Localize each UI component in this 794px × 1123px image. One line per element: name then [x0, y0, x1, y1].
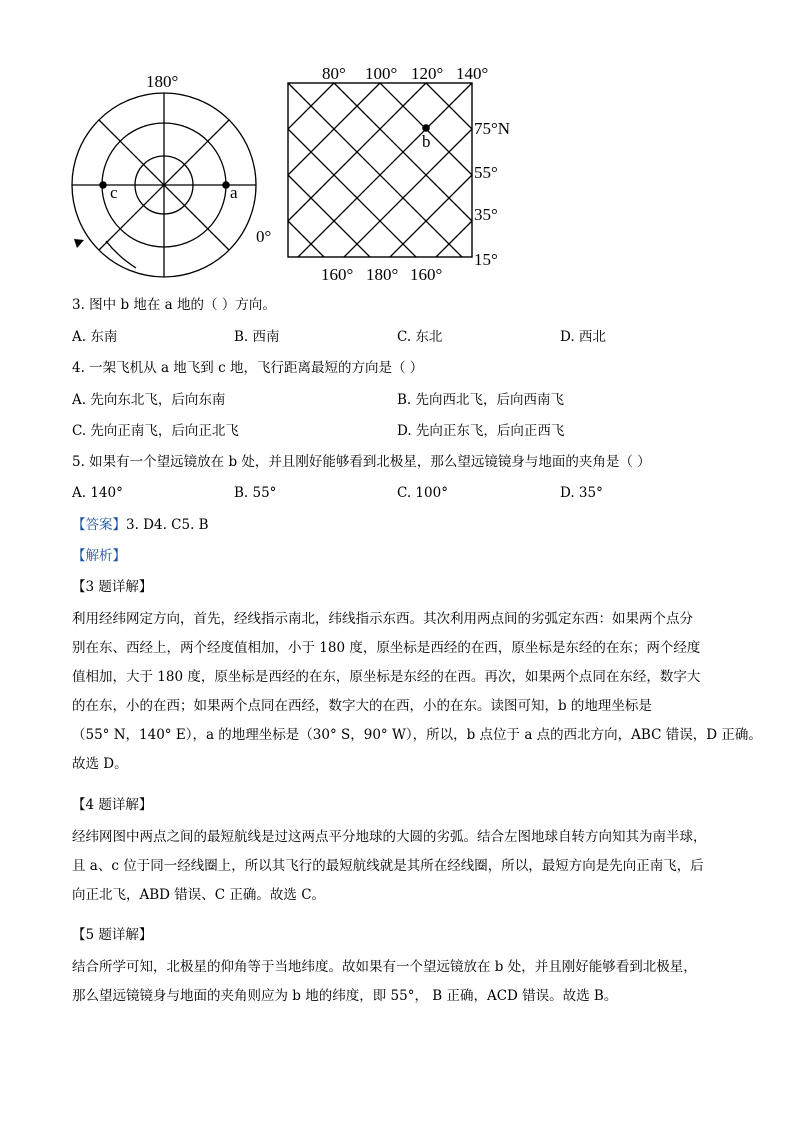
q3-option-d: D. 西北 — [560, 329, 606, 345]
detail-line: 值相加，大于 180 度，原坐标是西经的在东，原坐标是东经的在西。再次，如果两个点同在东经，数字大 — [72, 669, 701, 685]
question-4-stem: 4. 一架飞机从 a 地飞到 c 地，飞行距离最短的方向是（ ） — [72, 360, 424, 376]
detail-line: 利用经纬网定方向，首先，经线指示南北，纬线指示东西。其次利用两点间的劣弧定东西：如果两个点分 — [72, 611, 693, 627]
detail-5-text — [72, 953, 722, 1011]
answer-line — [72, 515, 209, 535]
graticule-line — [344, 129, 472, 257]
grid-frame — [288, 83, 472, 257]
detail-3-text — [72, 605, 762, 779]
question-3-stem: 3. 图中 b 地在 a 地的（ ）方向。 — [72, 297, 276, 313]
grid-right-label: 15° — [474, 250, 498, 269]
graticule-line — [298, 83, 472, 257]
answer-tag: 【答案】 — [72, 517, 126, 533]
detail-line: （55° N，140° E），a 的地理坐标是（30° S，90° W），所以，b 点位于 a 点的西北方向，ABC 错误，D 正确。 — [72, 727, 762, 743]
q4-option-d: D. 先向正东飞，后向正西飞 — [397, 423, 565, 439]
point-b-dot — [422, 124, 430, 132]
point-b-label: b — [422, 132, 431, 151]
detail-5-tag: 【5 题详解】 — [72, 927, 153, 943]
grid-top-label: 140° — [456, 64, 489, 83]
grid-right-label: 35° — [474, 205, 498, 224]
graticule-line — [288, 221, 324, 257]
detail-line: 的在东，小的在西；如果两个点同在西经，数字大的在西，小的在东。读图可知，b 的地理坐标是 — [72, 698, 652, 714]
q5-option-d: D. 35° — [560, 485, 603, 501]
grid-top-label: 120° — [411, 64, 444, 83]
q4-option-b: B. 先向西北飞，后向西南飞 — [397, 392, 565, 408]
polar-top-label: 180° — [146, 72, 179, 91]
q5-option-b: B. 55° — [234, 485, 277, 501]
detail-line: 故选 D。 — [72, 756, 128, 772]
grid-bottom-labels — [321, 265, 442, 284]
graticule-line — [288, 129, 416, 257]
grid-right-label: 75°N — [474, 119, 511, 138]
grid-bottom-label: 180° — [366, 265, 399, 284]
detail-line: 且 a、c 位于同一经线圈上，所以其飞行的最短航线就是其所在经线圈，所以，最短方向是先向正南飞，后 — [72, 858, 704, 874]
grid-top-label: 80° — [322, 64, 346, 83]
analysis-tag: 【解析】 — [72, 548, 126, 564]
graticule-line — [436, 221, 472, 257]
graticule-line — [390, 175, 472, 257]
grid-right-labels — [474, 119, 510, 269]
grid-top-label: 100° — [365, 64, 398, 83]
detail-4-text — [72, 823, 722, 910]
q5-option-a: A. 140° — [72, 485, 123, 501]
question-5-stem: 5. 如果有一个望远镜放在 b 处，并且刚好能够看到北极星，那么望远镜镜身与地面的夹角是（ ） — [72, 454, 651, 470]
q5-option-c: C. 100° — [397, 485, 448, 501]
rotation-arrow-icon — [74, 239, 84, 248]
grid-bottom-label: 160° — [410, 265, 443, 284]
detail-line: 经纬网图中两点之间的最短航线是过这两点平分地球的大圆的劣弧。结合左图地球自转方向知其为南半球， — [72, 829, 707, 845]
point-a-label: a — [230, 183, 238, 202]
answer-text: 3. D4. C5. B — [126, 517, 209, 533]
detail-line: 那么望远镜镜身与地面的夹角则应为 b 地的纬度，即 55°， B 正确，ACD 错误。故选 B。 — [72, 988, 618, 1004]
point-c-label: c — [110, 183, 118, 202]
graticule-grid — [288, 83, 472, 257]
q3-option-c: C. 东北 — [397, 329, 443, 345]
q4-option-a: A. 先向东北飞，后向东南 — [72, 392, 226, 408]
detail-4-tag: 【4 题详解】 — [72, 797, 153, 813]
detail-line: 别在东、西经上，两个经度值相加，小于 180 度，原坐标是西经的在西，原坐标是东经的在东；两个经度 — [72, 640, 701, 656]
detail-line: 结合所学可知，北极星的仰角等于当地纬度。故如果有一个望远镜放在 b 处，并且刚好能够看到北极星， — [72, 959, 697, 975]
graticule-line — [288, 175, 370, 257]
q3-option-b: B. 西南 — [234, 329, 280, 345]
rotation-arrow-arc — [106, 241, 136, 268]
q3-option-a: A. 东南 — [72, 329, 118, 345]
point-c-dot — [99, 181, 107, 189]
q4-option-c: C. 先向正南飞，后向正北飞 — [72, 423, 239, 439]
detail-line: 向正北飞，ABD 错误、C 正确。故选 C。 — [72, 887, 326, 903]
grid-bottom-label: 160° — [321, 265, 354, 284]
figure — [60, 60, 530, 290]
grid-top-labels — [322, 64, 488, 83]
grid-right-label: 55° — [474, 163, 498, 182]
polar-right-label: 0° — [256, 227, 272, 246]
detail-3-tag: 【3 题详解】 — [72, 579, 153, 595]
point-a-dot — [222, 181, 230, 189]
graticule-line — [288, 83, 462, 257]
